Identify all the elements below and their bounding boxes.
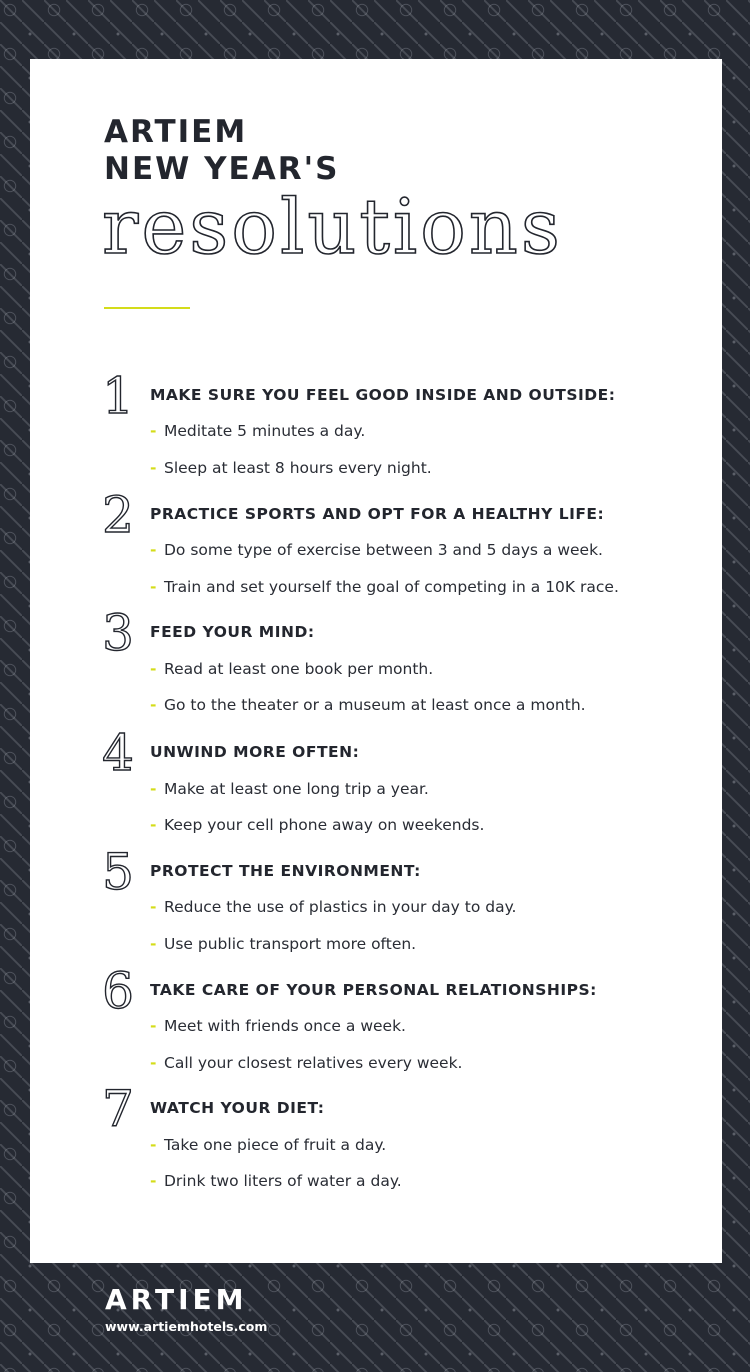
title-brand: ARTIEM: [104, 114, 248, 150]
dash-bullet-icon: -: [150, 1017, 157, 1035]
resolution-number: 4: [102, 724, 134, 782]
resolution-heading: FEED YOUR MIND:: [150, 623, 315, 641]
title-script-resolutions: resolutions: [102, 182, 563, 271]
resolution-heading: MAKE SURE YOU FEEL GOOD INSIDE AND OUTSIDE:: [150, 386, 616, 404]
list-item: - Take one piece of fruit a day.: [150, 1136, 387, 1154]
dash-bullet-icon: -: [150, 780, 157, 798]
list-item: - Meet with friends once a week.: [150, 1017, 406, 1035]
resolution-heading: WATCH YOUR DIET:: [150, 1099, 325, 1117]
list-item: - Make at least one long trip a year.: [150, 780, 429, 798]
dash-bullet-icon: -: [150, 459, 157, 477]
list-item: - Meditate 5 minutes a day.: [150, 422, 366, 440]
title-block: [104, 114, 339, 188]
list-item: - Keep your cell phone away on weekends.: [150, 816, 485, 834]
resolution-number: 3: [102, 604, 134, 662]
resolution-number: 7: [102, 1080, 134, 1138]
dash-bullet-icon: -: [150, 696, 157, 714]
resolution-heading: PRACTICE SPORTS AND OPT FOR A HEALTHY LIFE:: [150, 505, 605, 523]
list-item: - Drink two liters of water a day.: [150, 1172, 402, 1190]
list-item: - Do some type of exercise between 3 and 5 days a week.: [150, 541, 603, 559]
list-item: - Go to the theater or a museum at least once a month.: [150, 696, 586, 714]
resolution-heading: TAKE CARE OF YOUR PERSONAL RELATIONSHIPS:: [150, 981, 597, 999]
resolution-number: 1: [102, 367, 134, 425]
dash-bullet-icon: -: [150, 816, 157, 834]
list-item: - Read at least one book per month.: [150, 660, 434, 678]
list-item: - Train and set yourself the goal of competing in a 10K race.: [150, 578, 619, 596]
list-item: - Call your closest relatives every week.: [150, 1054, 463, 1072]
list-item: - Use public transport more often.: [150, 935, 417, 953]
dash-bullet-icon: -: [150, 578, 157, 596]
dash-bullet-icon: -: [150, 1136, 157, 1154]
resolution-number: 5: [102, 843, 134, 901]
list-item: - Sleep at least 8 hours every night.: [150, 459, 432, 477]
dash-bullet-icon: -: [150, 898, 157, 916]
list-item: - Reduce the use of plastics in your day to day.: [150, 898, 517, 916]
footer-brand-logo: ARTIEM: [105, 1283, 248, 1316]
dash-bullet-icon: -: [150, 660, 157, 678]
resolution-heading: PROTECT THE ENVIRONMENT:: [150, 862, 421, 880]
dash-bullet-icon: -: [150, 935, 157, 953]
dash-bullet-icon: -: [150, 1172, 157, 1190]
accent-divider: [104, 307, 190, 309]
dash-bullet-icon: -: [150, 422, 157, 440]
title-new-years: NEW YEAR'S: [104, 151, 340, 187]
footer-website-link[interactable]: www.artiemhotels.com: [105, 1319, 268, 1334]
dash-bullet-icon: -: [150, 1054, 157, 1072]
resolution-heading: UNWIND MORE OFTEN:: [150, 743, 360, 761]
dash-bullet-icon: -: [150, 541, 157, 559]
resolution-number: 2: [102, 486, 134, 544]
resolution-number: 6: [102, 962, 134, 1020]
